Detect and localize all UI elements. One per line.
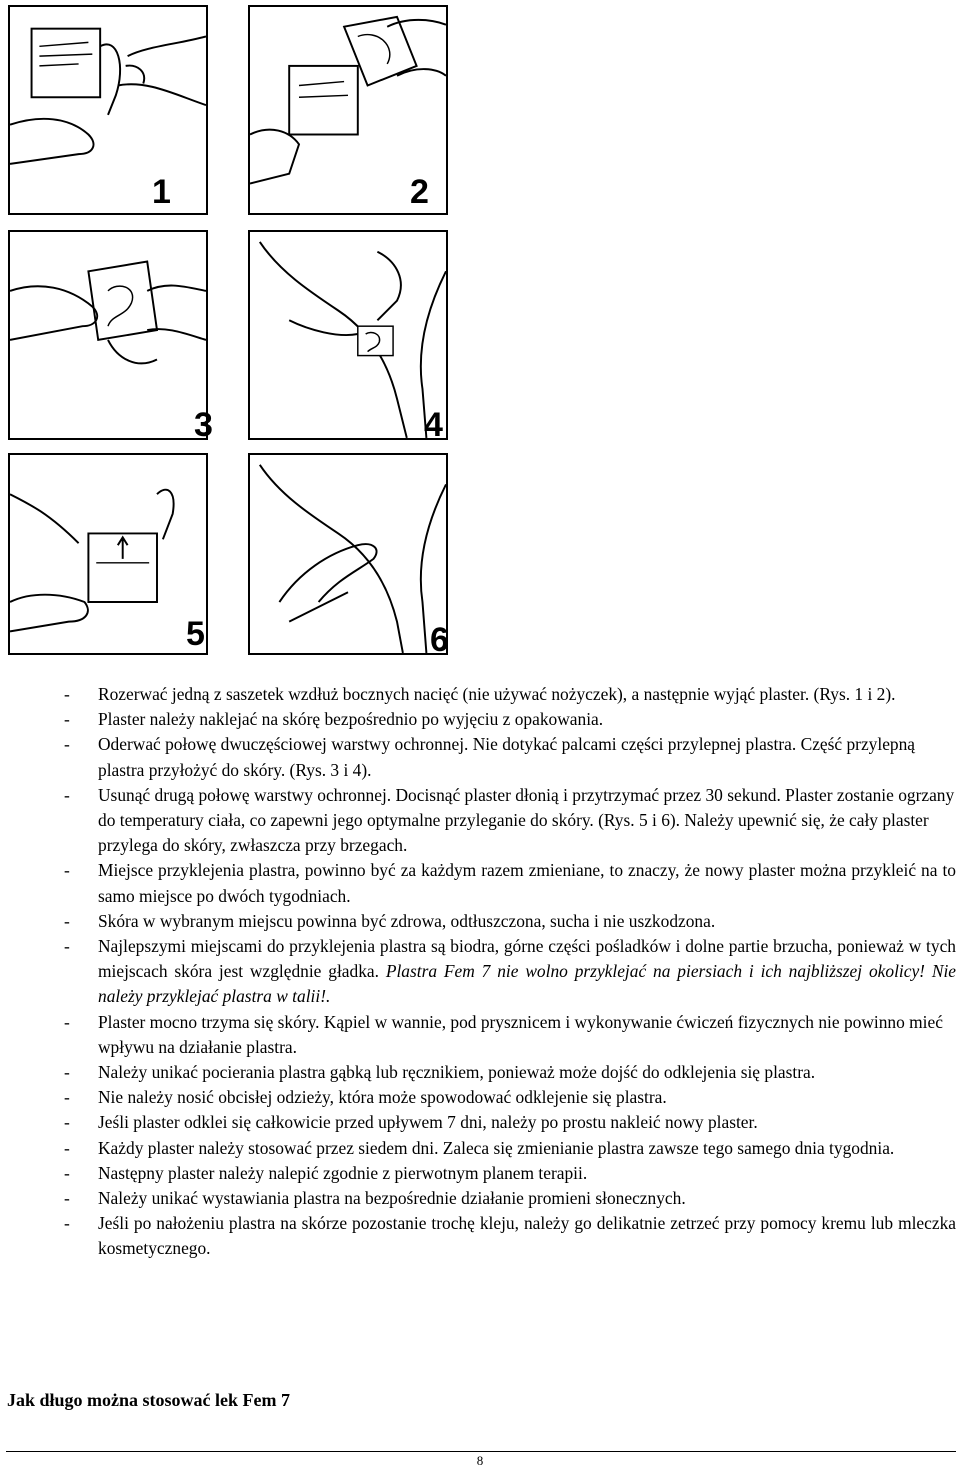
instruction-item: - Jeśli plaster odklei się całkowicie przed upływem 7 dni, należy po prostu nakleić nowy plaster.	[64, 1112, 758, 1133]
figure-number: 3	[194, 406, 213, 444]
figure-number: 1	[152, 173, 171, 211]
figure-panel-6	[248, 453, 449, 659]
removing-second-liner-illustration	[10, 455, 206, 653]
applying-patch-to-hip-illustration	[250, 232, 446, 438]
instruction-figures	[8, 5, 956, 657]
figure-number: 5	[186, 615, 205, 653]
instruction-item: - Rozerwać jedną z saszetek wzdłuż bocznych nacięć (nie używać nożyczek), a następnie wyjąć plaster. (Rys. 1 i 2).	[64, 684, 896, 704]
figure-number: 6	[430, 621, 449, 659]
footer-divider	[6, 1451, 956, 1452]
instruction-item: - Skóra w wybranym miejscu powinna być zdrowa, odtłuszczona, sucha i nie uszkodzona.	[64, 910, 716, 931]
figure-number: 2	[410, 173, 429, 211]
warning-text: Plastra Fem 7 nie wolno przyklejać na piersiach i ich najbliższej okolicy! Nie należy przyklejać plastra w talii!.	[98, 961, 956, 1007]
pressing-patch-palm-illustration	[250, 455, 446, 653]
page-number: 8	[476, 1453, 484, 1468]
section-heading: Jak długo można stosować lek Fem 7	[7, 1390, 290, 1410]
instruction-item: - Jeśli po nałożeniu plastra na skórze pozostanie trochę kleju, należy go delikatnie zetrzeć przy pomocy kremu lub mleczka kosmetycznego.	[64, 1213, 956, 1259]
instruction-item: - Należy unikać wystawiania plastra na bezpośrednie działanie promieni słonecznych.	[64, 1188, 686, 1209]
instruction-item: - Najlepszymi miejscami do przyklejenia plastra są biodra, górne części pośladków i dolne partie brzucha, ponieważ w tych miejscach skóra jest względnie gładka. Plastra Fem 7 nie wolno przyklejać na piersiach i ich najbliższej okolicy! Nie należy przyklejać plastra w talii!.	[64, 936, 956, 1007]
figure-panel-5	[8, 453, 208, 655]
figure-number: 4	[424, 406, 443, 444]
tearing-sachet-illustration	[10, 7, 206, 213]
instruction-item: - Każdy plaster należy stosować przez siedem dni. Zaleca się zmienianie plastra zawsze tego samego dnia tygodnia.	[64, 1137, 895, 1158]
figure-panel-3	[8, 230, 213, 444]
peeling-liner-illustration	[10, 232, 206, 438]
instruction-item: - Miejsce przyklejenia plastra, powinno być za każdym razem zmieniane, to znaczy, że nowy plaster można przykleić na to samo miejsce po dwóch tygodniach.	[64, 860, 956, 906]
instruction-item: - Nie należy nosić obcisłej odzieży, która może spowodować odklejenie się plastra.	[64, 1087, 667, 1108]
instruction-item: - Następny plaster należy nalepić zgodnie z pierwotnym planem terapii.	[64, 1162, 588, 1183]
instruction-item: - Usunąć drugą połowę warstwy ochronnej. Docisnąć plaster dłonią i przytrzymać przez 30 sekund. Plaster zostanie ogrzany do temperatury ciała, co zapewni jego optymalne przyleganie do skóry. (Rys. 5 i 6). Należy upewnić się, że cały plaster przylega do skóry, zwłaszcza przy brzegach.	[64, 784, 955, 856]
instruction-item: - Plaster należy naklejać na skórę bezpośrednio po wyjęciu z opakowania.	[64, 709, 604, 730]
instruction-item: - Plaster mocno trzyma się skóry. Kąpiel w wannie, pod prysznicem i wykonywanie ćwiczeń fizycznych nie powinno mieć wpływu na działanie plastra.	[64, 1011, 943, 1057]
figure-panel-1	[8, 5, 208, 215]
instruction-item: - Należy unikać pocierania plastra gąbką lub ręcznikiem, ponieważ może dojść do odklejenia się plastra.	[64, 1062, 816, 1083]
instruction-list	[0, 682, 960, 1262]
instruction-item: - Oderwać połowę dwuczęściowej warstwy ochronnej. Nie dotykać palcami części przylepnej plastra. Część przylepną plastra przyłożyć do skóry. (Rys. 3 i 4).	[64, 734, 916, 780]
figure-panel-4	[248, 230, 448, 444]
figure-panel-2	[248, 5, 448, 215]
